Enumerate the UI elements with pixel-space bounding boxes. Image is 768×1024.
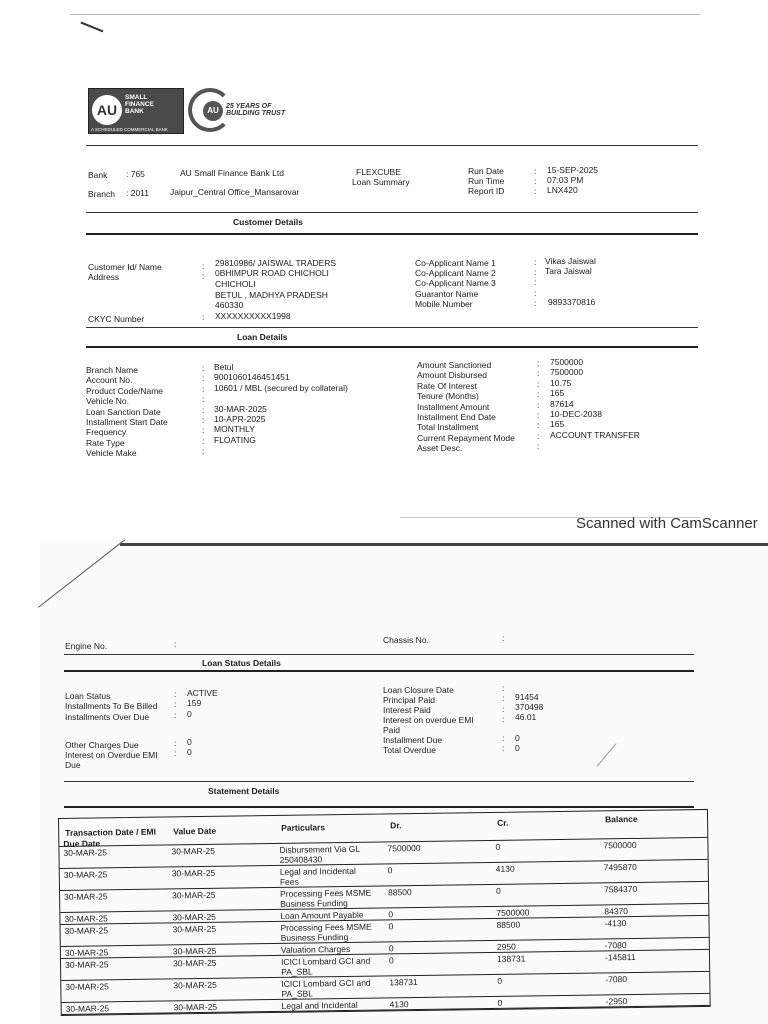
bank-name: AU Small Finance Bank Ltd <box>180 168 284 178</box>
particulars-cell <box>281 978 371 999</box>
interest-emi-value: 46.01 <box>515 712 537 722</box>
particulars-cell <box>280 888 371 909</box>
run-time-value: 07:03 PM <box>547 175 584 185</box>
interest-overdue-value: 0 <box>187 747 192 757</box>
address-line: 0BHIMPUR ROAD CHICHOLI <box>215 268 329 278</box>
bank-label: Bank <box>88 170 108 180</box>
value-date-cell: 30-MAR-25 <box>172 923 217 935</box>
value-date-cell: 30-MAR-25 <box>172 957 217 969</box>
balance-cell: 7500000 <box>603 839 637 851</box>
divider <box>86 145 698 146</box>
closure-date-label: Loan Closure Date <box>383 685 454 695</box>
particulars-line: PA_SBL <box>281 988 314 999</box>
particulars-line: Processing Fees MSME <box>280 887 372 899</box>
divider <box>86 327 698 328</box>
camscanner-watermark: Scanned with CamScanner <box>576 515 758 532</box>
balance-cell: -7080 <box>605 974 628 985</box>
particulars-line: Legal and Incidental <box>281 999 358 1011</box>
cr-cell: 138731 <box>496 953 526 964</box>
page-fold-edge <box>120 543 768 546</box>
loan-status-title: Loan Status Details <box>202 658 281 668</box>
txn-date-cell: 30-MAR-25 <box>64 913 108 924</box>
txn-date-cell: 30-MAR-25 <box>64 925 109 936</box>
co-applicant-1-label: Co-Applicant Name 1 <box>415 258 496 268</box>
loan-right-values: 7500000 7500000 10.75 165 87614 10-DEC-2038 165 ACCOUNT TRANSFER <box>550 357 640 440</box>
balance-header: Balance <box>605 813 638 825</box>
balance-cell: -4130 <box>604 918 627 929</box>
interest-emi-label-2: Paid <box>383 725 401 735</box>
balance-cell: 7584370 <box>603 883 638 895</box>
dr-cell: 0 <box>388 943 394 954</box>
particulars-line: Business Funding <box>280 931 349 943</box>
particulars-line: Loan Amount Payable <box>280 909 364 921</box>
branch-code: : 2011 <box>126 188 150 198</box>
ckyc-label: CKYC Number <box>88 314 145 324</box>
value-date-cell: 30-MAR-25 <box>171 845 216 857</box>
balance-cell: -7080 <box>604 940 627 951</box>
particulars-line: Business Funding <box>280 897 348 909</box>
run-date-value: 15-SEP-2025 <box>547 165 599 175</box>
interest-overdue-label-2: Due <box>65 760 81 770</box>
particulars-line: ICICI Lombard GCI and <box>280 955 371 967</box>
dr-cell: 0 <box>387 865 393 876</box>
address-line: 460330 <box>215 300 244 310</box>
co-applicant-3-label: Co-Applicant Name 3 <box>415 278 496 288</box>
run-date-label: Run Date <box>468 166 504 176</box>
anniversary-text: 25 YEARS OF BUILDING TRUST <box>226 103 286 117</box>
particulars-line: Valuation Charges <box>280 943 351 955</box>
interest-paid-value: 370498 <box>515 702 544 712</box>
cr-cell: 2950 <box>496 941 516 952</box>
particulars-line: Fees <box>279 876 299 887</box>
bank-code: : 765 <box>126 169 145 179</box>
cr-header: Cr. <box>497 817 509 828</box>
particulars-line: ICICI Lombard GCI and <box>281 977 371 989</box>
balance-cell: 7495870 <box>603 861 637 873</box>
customer-id-value: 29810986/ JAISWAL TRADERS <box>215 258 337 268</box>
chassis-label: Chassis No. <box>383 635 429 645</box>
txn-date-cell: 30-MAR-25 <box>63 847 108 858</box>
dr-cell: 0 <box>388 909 394 920</box>
statement-body <box>59 838 709 1015</box>
mobile-value: 9893370816 <box>548 297 596 307</box>
particulars-header: Particulars <box>281 822 326 833</box>
value-date-cell: 30-MAR-25 <box>172 945 217 957</box>
status-left-values: ACTIVE 159 0 <box>187 688 218 719</box>
branch-name: Jaipur_Central Office_Mansarovar <box>170 187 300 197</box>
loan-right-labels: Amount Sanctioned Amount Disbursed Rate Of Interest Tenure (Months) Installment Amount Installment End Date Total Installment Current Repayment Mode Asset Desc. <box>417 360 515 454</box>
txn-date-cell: 30-MAR-25 <box>64 891 108 902</box>
divider <box>86 233 698 235</box>
page-top-edge <box>70 14 700 15</box>
value-date-cell: 30-MAR-25 <box>173 1001 218 1013</box>
customer-id-label: Customer Id/ Name <box>88 262 162 272</box>
interest-paid-label: Interest Paid <box>383 705 431 715</box>
other-charges-label: Other Charges Due <box>65 740 139 750</box>
particulars-line: Legal and Incidental <box>279 865 356 877</box>
cr-cell: 0 <box>497 975 503 986</box>
dr-cell: 0 <box>388 955 394 966</box>
balance-cell: -145811 <box>604 951 636 963</box>
co-applicant-2-label: Co-Applicant Name 2 <box>415 268 496 278</box>
cr-cell: 88500 <box>496 919 521 930</box>
au-logo-mark: AU <box>92 95 122 125</box>
value-date-cell: 30-MAR-25 <box>172 889 216 901</box>
logo-tagline: A SCHEDULED COMMERCIAL BANK <box>91 127 168 132</box>
principal-paid-value: 91454 <box>515 692 539 702</box>
installment-due-value: 0 <box>515 733 520 743</box>
branch-label: Branch <box>88 189 115 199</box>
particulars-cell <box>280 922 371 943</box>
statement-table <box>58 809 711 1016</box>
dr-cell: 4130 <box>389 999 409 1010</box>
cr-cell: 7500000 <box>496 907 530 918</box>
cr-cell: 4130 <box>495 863 515 874</box>
total-overdue-label: Total Overdue <box>383 745 436 755</box>
divider <box>64 806 694 808</box>
dr-cell: 138731 <box>389 976 418 988</box>
value-date-cell: 30-MAR-25 <box>172 911 216 923</box>
particulars-cell <box>279 844 360 865</box>
mobile-label: Mobile Number <box>415 299 473 309</box>
statement-title: Statement Details <box>208 786 280 796</box>
particulars-cell <box>280 866 356 887</box>
txn-date-cell: 30-MAR-25 <box>64 959 109 970</box>
engine-label: Engine No. <box>65 641 108 651</box>
divider <box>64 781 694 782</box>
particulars-cell <box>282 1000 358 1011</box>
other-charges-value: 0 <box>187 737 192 747</box>
particulars-cell <box>281 956 371 977</box>
particulars-cell <box>280 910 363 921</box>
interest-overdue-label: Interest on Overdue EMI <box>65 750 158 760</box>
customer-section-title: Customer Details <box>233 217 303 227</box>
interest-emi-label: Interest on overdue EMI <box>383 715 474 725</box>
balance-cell: -2950 <box>605 996 628 1007</box>
cr-cell: 0 <box>495 841 501 852</box>
address-line: CHICHOLI <box>215 279 256 289</box>
cr-cell: 0 <box>495 885 501 896</box>
value-date-header: Value Date <box>173 825 217 837</box>
report-id-label: Report ID <box>468 186 505 196</box>
installment-due-label: Installment Due <box>383 735 443 745</box>
txn-date-header: Transaction Date / EMI <box>65 826 156 838</box>
divider <box>64 670 694 672</box>
particulars-line: PA_SBL <box>281 966 313 977</box>
loan-left-values: Betul 9001060146451451 10601 / MBL (secured by collateral) 30-MAR-2025 10-APR-2025 MONTHLY FLOATING <box>214 362 348 445</box>
value-date-cell: 30-MAR-25 <box>171 867 216 879</box>
balance-cell: 84370 <box>604 906 629 917</box>
logo-wordmark: SMALL FINANCE BANK <box>125 94 154 115</box>
txn-date-cell: 30-MAR-25 <box>65 1003 110 1014</box>
dr-cell: 0 <box>388 921 394 932</box>
address-label: Address <box>88 272 120 282</box>
pen-mark <box>81 22 104 32</box>
address-line: BETUL , MADHYA PRADESH <box>215 290 328 300</box>
co-applicant-2-value: Tara Jaiswal <box>545 266 592 276</box>
particulars-line: 250408430 <box>279 854 323 865</box>
loan-section-title: Loan Details <box>237 332 288 342</box>
dr-header: Dr. <box>390 820 402 831</box>
run-time-label: Run Time <box>468 176 505 186</box>
anniversary-au-mark: AU <box>203 101 223 121</box>
value-date-cell: 30-MAR-25 <box>173 979 217 991</box>
txn-date-cell: 30-MAR-25 <box>63 869 108 880</box>
report-id-value: LNX420 <box>547 185 578 195</box>
ckyc-value: XXXXXXXXXX1998 <box>215 311 291 321</box>
divider <box>86 212 698 213</box>
status-left-labels: Loan Status Installments To Be Billed Installments Over Due <box>65 691 158 722</box>
dr-cell: 7500000 <box>387 842 421 854</box>
principal-paid-label: Principal Paid <box>383 695 435 705</box>
guarantor-label: Guarantor Name <box>415 289 479 299</box>
particulars-line: Processing Fees MSME <box>280 921 372 933</box>
divider <box>86 346 698 348</box>
co-applicant-1-value: Vikas Jaiswal <box>545 256 596 266</box>
report-name: Loan Summary <box>352 177 410 187</box>
particulars-cell <box>281 944 350 955</box>
cr-cell: 0 <box>497 997 503 1008</box>
divider <box>64 654 694 655</box>
system-name: FLEXCUBE <box>356 167 401 177</box>
dr-cell: 88500 <box>388 887 412 898</box>
au-bank-logo <box>88 88 184 134</box>
txn-date-cell: 30-MAR-25 <box>64 947 109 958</box>
particulars-line: Disbursement Via GL <box>279 843 361 855</box>
due-date-header: Due Date <box>63 838 101 849</box>
loan-left-labels: Branch Name Account No. Product Code/Name Vehicle No. Loan Sanction Date Installment Start Date Frequency Rate Type Vehicle Make <box>86 365 168 459</box>
total-overdue-value: 0 <box>515 743 520 753</box>
txn-date-cell: 30-MAR-25 <box>65 981 109 992</box>
